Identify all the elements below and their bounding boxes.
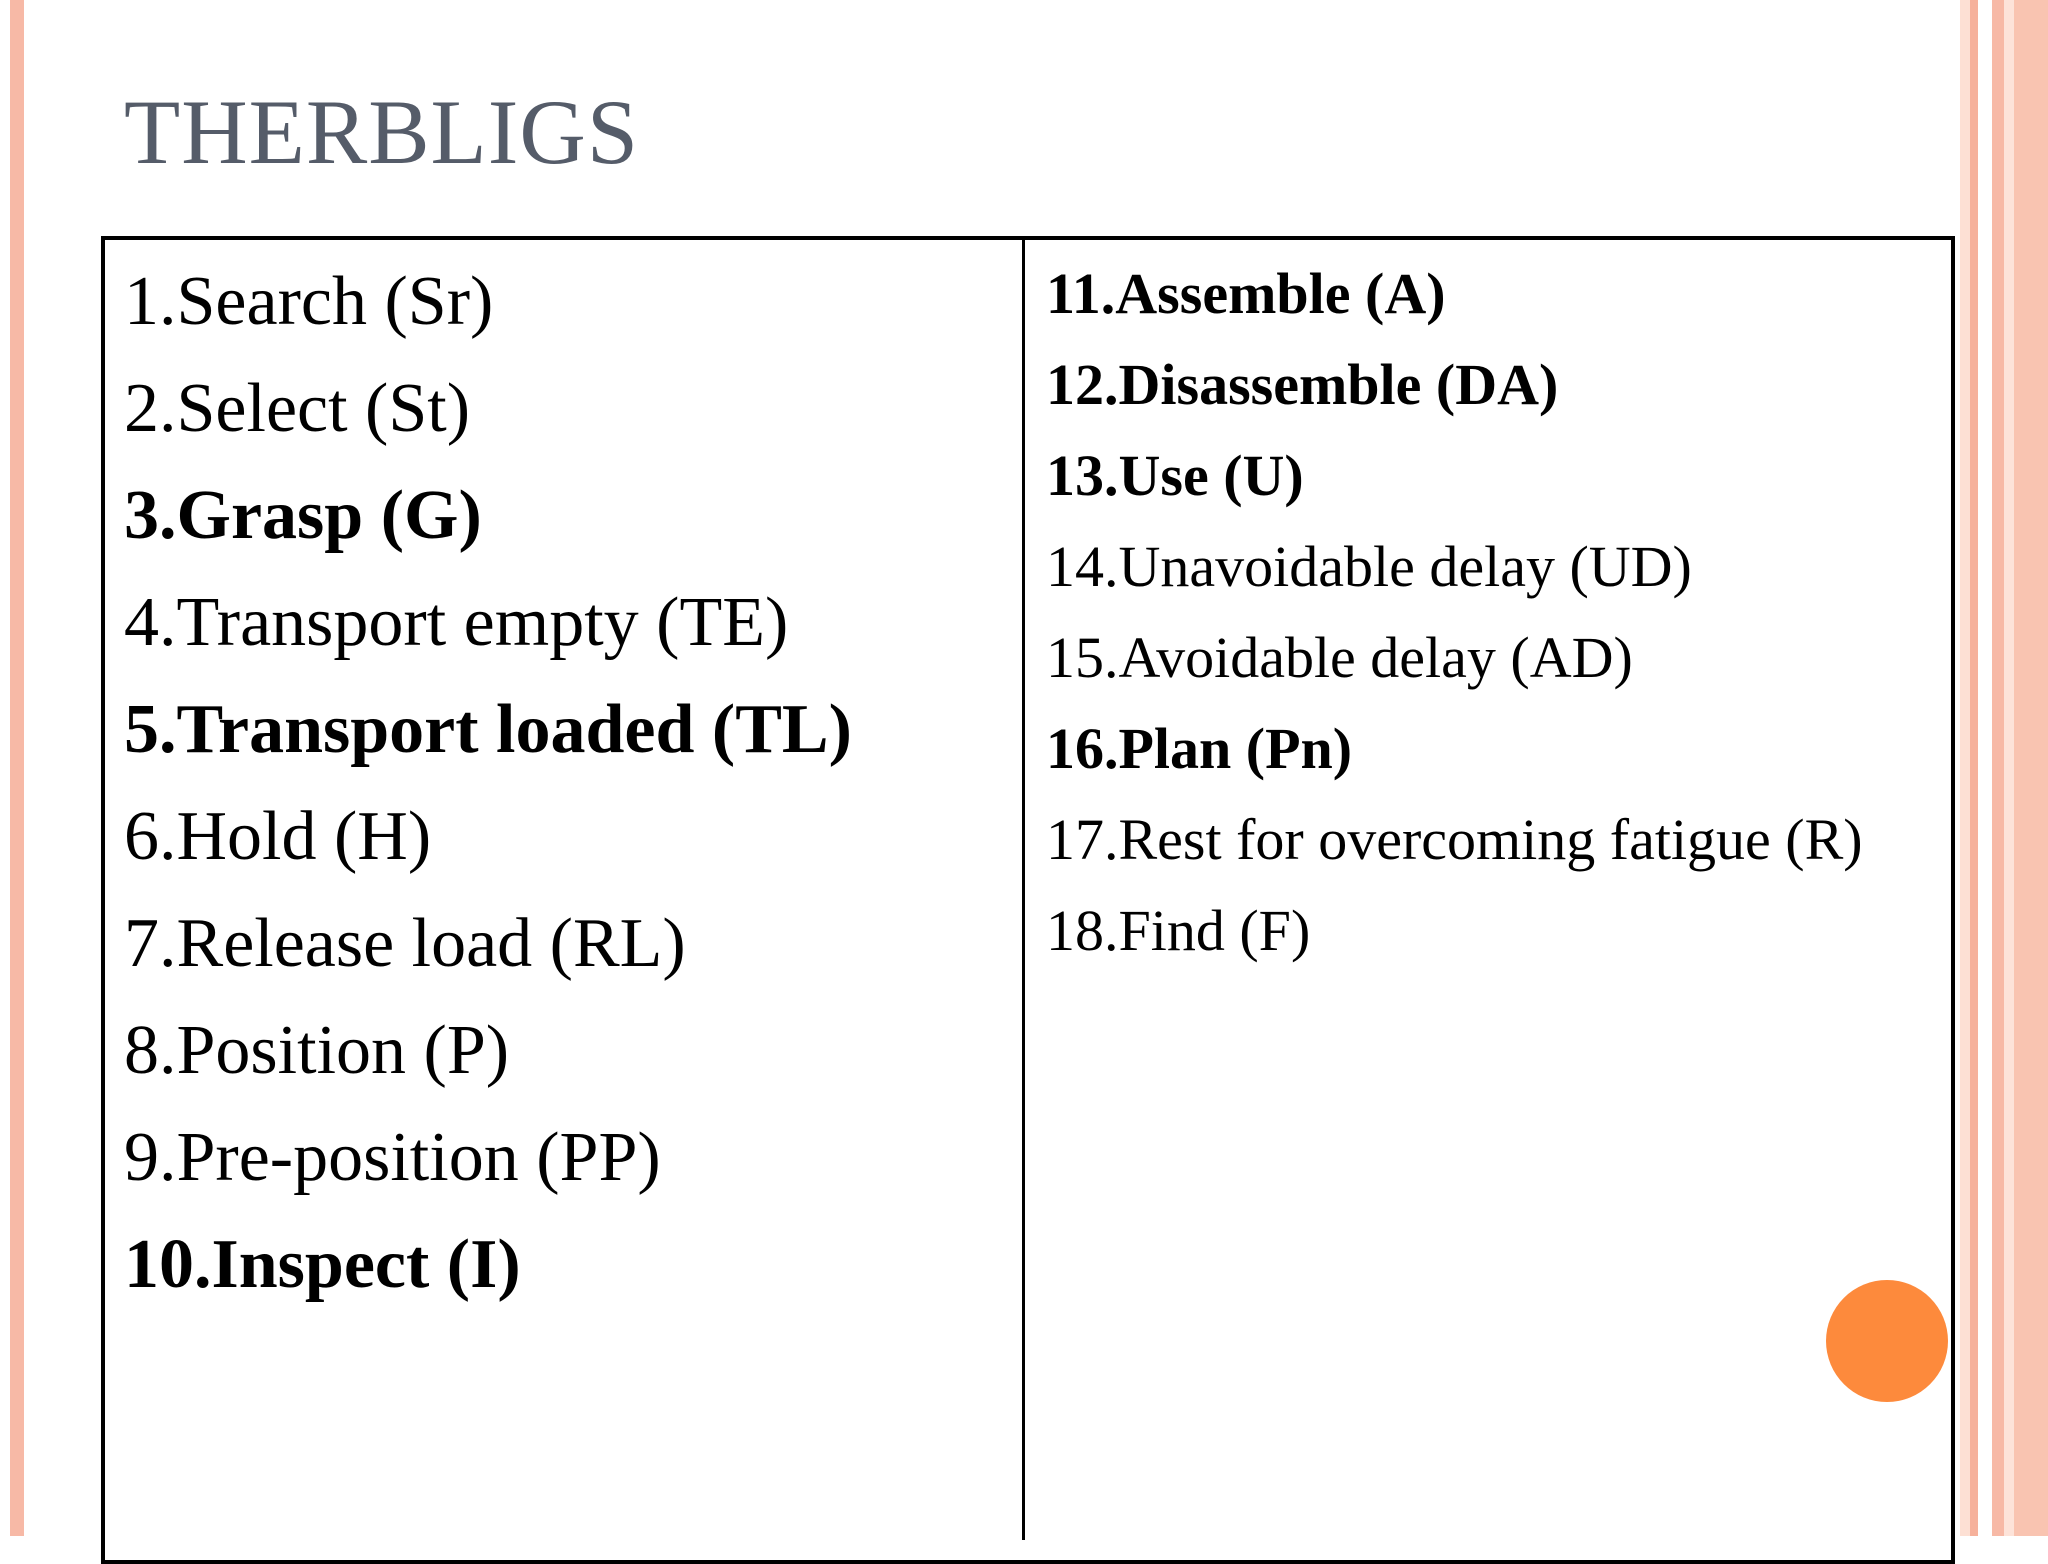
list-item: 15.Avoidable delay (AD) <box>1046 625 1633 690</box>
list-item: 18.Find (F) <box>1046 898 1311 963</box>
list-item: 9.Pre-position (PP) <box>124 1119 661 1196</box>
left-border-stripe <box>10 0 24 1536</box>
list-item: 10.Inspect (I) <box>124 1226 521 1303</box>
right-border-stripe-2 <box>1978 0 1992 1536</box>
list-item: 6.Hold (H) <box>124 798 432 875</box>
list-item: 17.Rest for overcoming fatigue (R) <box>1046 807 1863 872</box>
list-item: 13.Use (U) <box>1046 443 1304 508</box>
right-border-stripe-4 <box>2004 0 2014 1536</box>
list-item: 16.Plan (Pn) <box>1046 716 1353 781</box>
list-item: 3.Grasp (G) <box>124 477 482 554</box>
column-divider <box>1022 240 1025 1540</box>
orange-circle-decoration <box>1826 1280 1948 1402</box>
right-column-list <box>1046 248 1863 976</box>
list-item: 12.Disassemble (DA) <box>1046 352 1559 417</box>
right-border-stripe-1 <box>1970 0 1978 1536</box>
list-item: 5.Transport loaded (TL) <box>124 691 852 768</box>
list-item: 1.Search (Sr) <box>124 263 494 340</box>
right-border-stripe-light <box>1960 0 1970 1536</box>
right-border-stripe-3 <box>1992 0 2004 1536</box>
list-item: 7.Release load (RL) <box>124 905 686 982</box>
list-item: 4.Transport empty (TE) <box>124 584 789 661</box>
right-border-stripe-5 <box>2014 0 2048 1536</box>
slide-title: THERBLIGS <box>124 81 639 183</box>
list-item: 14.Unavoidable delay (UD) <box>1046 534 1692 599</box>
list-item: 11.Assemble (A) <box>1046 261 1446 326</box>
list-item: 2.Select (St) <box>124 370 471 447</box>
list-item: 8.Position (P) <box>124 1012 510 1089</box>
left-column-list <box>124 248 852 1318</box>
